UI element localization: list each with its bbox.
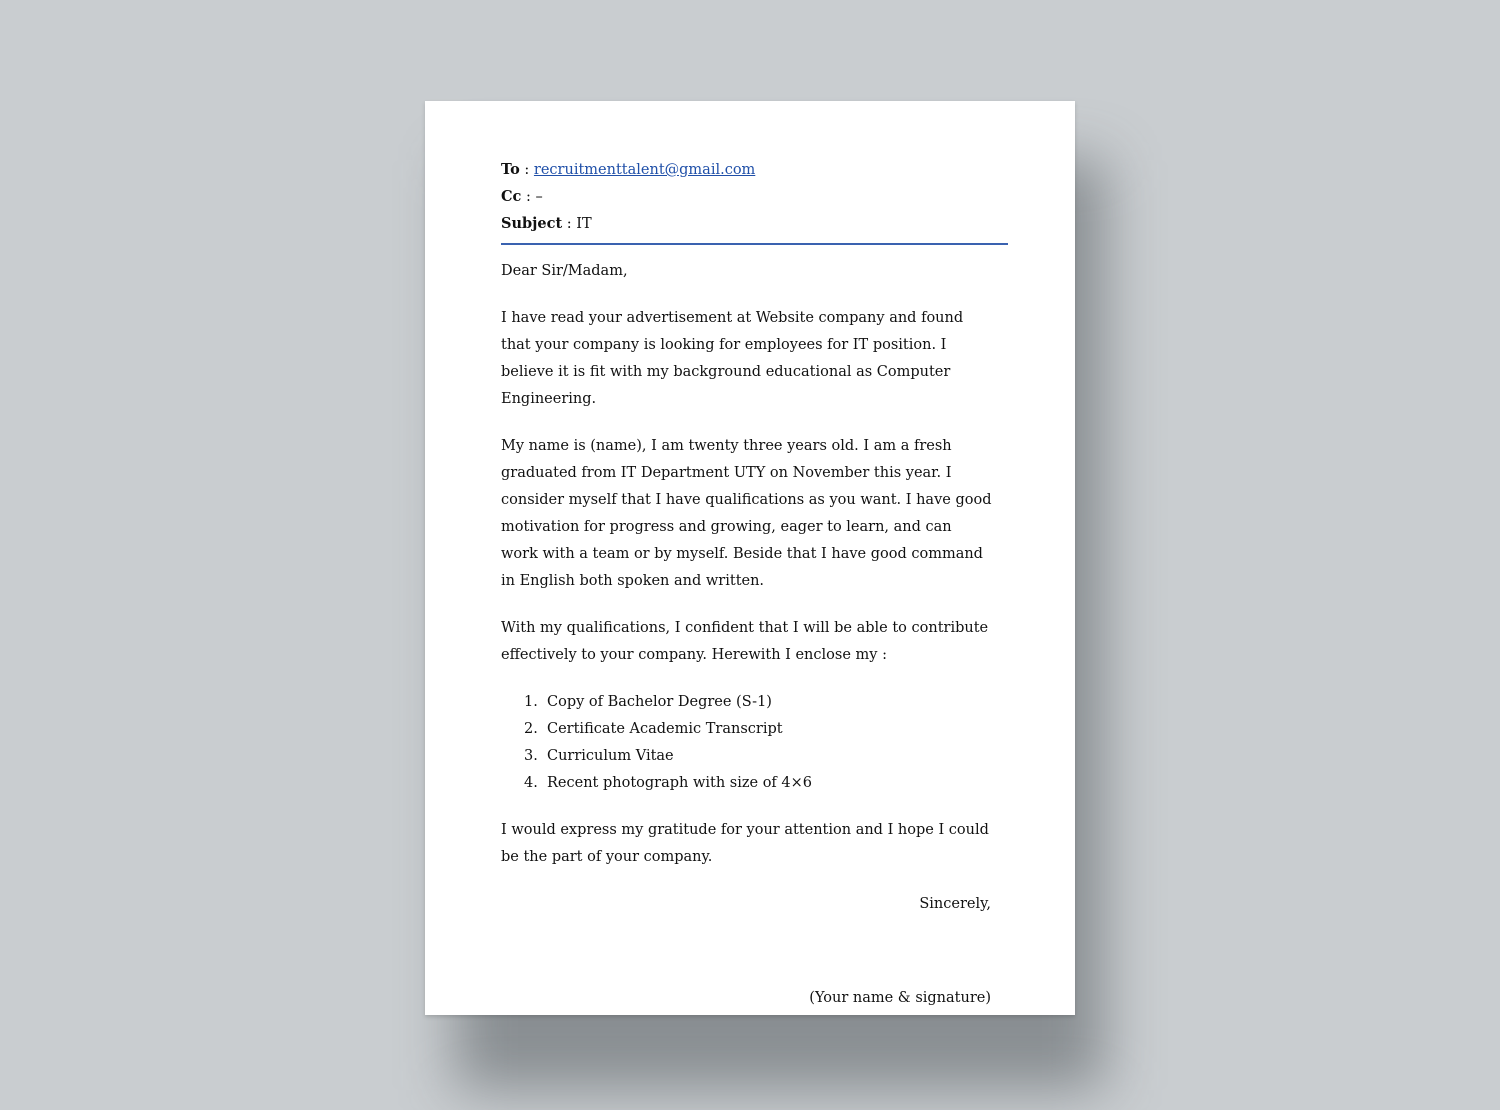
list-item-text: Curriculum Vitae [547,748,674,764]
paragraph-gratitude: I would express my gratitude for your attention and I hope I could be the part of your company. [501,822,989,865]
signature-placeholder: (Your name & signature) [809,990,991,1006]
separator: : [566,216,572,232]
list-number: 4. [524,775,538,791]
to-label: To [501,161,520,178]
closing: Sincerely, [919,896,991,912]
header-divider [501,243,1008,245]
list-number: 1. [524,694,538,710]
list-number: 2. [524,721,538,737]
letter-page [425,101,1075,1015]
separator: : [525,189,531,205]
paragraph-qualifications: With my qualifications, I confident that I will be able to contribute effectively to your company. Herewith I enclose my : [501,620,989,663]
paragraph-intro: I have read your advertisement at Website company and found that your company is looking for employees for IT position. I believe it is fit with my background educational as Computer Engineering. [501,310,964,407]
list-number: 3. [524,748,538,764]
cc-value: – [535,189,543,205]
subject-label: Subject [501,215,563,232]
list-item [501,716,1008,743]
to-email-link[interactable]: recruitmenttalent@gmail.com [533,162,756,178]
subject-value: IT [576,216,592,232]
enclosure-list [501,689,1008,797]
to-line [501,156,1008,183]
list-item [501,689,1008,716]
list-item [501,770,1008,797]
paragraph-about: My name is (name), I am twenty three years old. I am a fresh graduated from IT Department UTY on November this year. I consider myself that I have qualifications as you want. I have good motivation for progress and growing, eager to learn, and can work with a team or by myself. Beside that I have good command in English both spoken and written. [501,438,992,589]
greeting: Dear Sir/Madam, [501,263,628,279]
cc-label: Cc [501,188,522,205]
separator: : [524,162,530,178]
letter-content [501,156,1008,1012]
subject-line [501,210,1008,237]
cc-line [501,183,1008,210]
list-item [501,743,1008,770]
list-item-text: Copy of Bachelor Degree (S-1) [547,694,772,710]
list-item-text: Recent photograph with size of 4×6 [547,775,813,791]
list-item-text: Certificate Academic Transcript [547,721,783,737]
